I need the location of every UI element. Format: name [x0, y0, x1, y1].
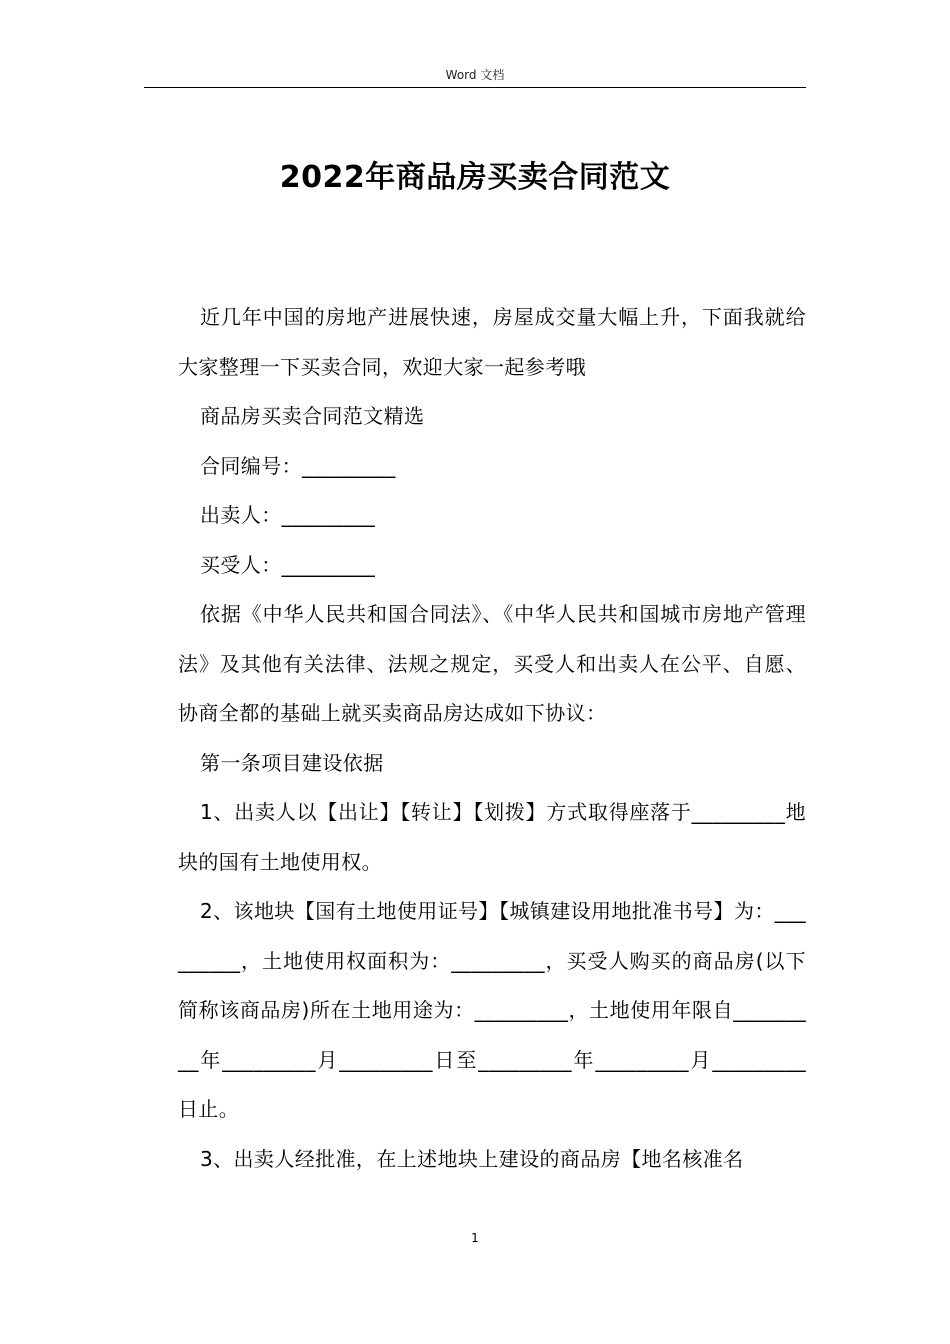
paragraph-article-one-heading: 第一条项目建设依据	[200, 750, 384, 775]
paragraph-buyer: 买受人：_________	[200, 552, 376, 577]
page-header-text: Word 文档	[445, 68, 505, 82]
paragraph-intro: 近几年中国的房地产进展快速，房屋成交量大幅上升，下面我就给大家整理一下买卖合同，欢迎大家一起参考哦	[178, 305, 806, 379]
paragraph-seller: 出卖人：_________	[200, 503, 376, 527]
document-body	[178, 293, 806, 1184]
paragraph-clause-2: 2、该地块【国有土地使用证号】【城镇建设用地批准书号】为：_________，土地使用权面积为：_________，买受人购买的商品房(以下简称该商品房)所在土地用途为：_________，土地使用年限自_________年_________月_________日至_________年_________月_________日止。	[178, 899, 806, 1121]
document-title: 2022年商品房买卖合同范文	[279, 160, 671, 195]
paragraph-clause-1: 1、出卖人以【出让】【转让】【划拨】方式取得座落于_________地块的国有土地使用权。	[178, 800, 806, 874]
paragraph-section-heading: 商品房买卖合同范文精选	[200, 404, 425, 428]
header-divider	[144, 87, 806, 88]
page-number: 1	[471, 1231, 479, 1245]
paragraph-contract-number: 合同编号：_________	[200, 453, 396, 478]
paragraph-clause-3: 3、出卖人经批准，在上述地块上建设的商品房【地名核准名	[200, 1146, 744, 1171]
paragraph-legal-basis: 依据《中华人民共和国合同法》、《中华人民共和国城市房地产管理法》及其他有关法律、法规之规定，买受人和出卖人在公平、自愿、协商全都的基础上就买卖商品房达成如下协议：	[178, 602, 806, 725]
